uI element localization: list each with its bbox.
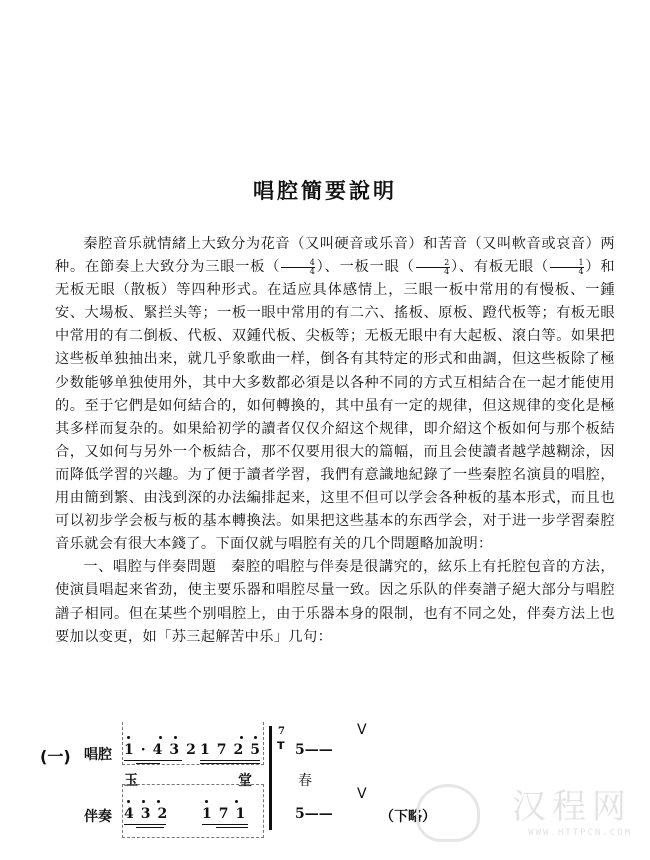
fraction-denominator: 4: [281, 267, 315, 276]
lyric-jade: 玉: [124, 773, 138, 789]
lyric-hall: 堂: [238, 773, 252, 789]
breath-mark: V: [357, 786, 367, 802]
accomp-notes-group-1: 432: [124, 806, 175, 822]
fraction-numerator: 1: [578, 257, 584, 267]
octave-dot: [205, 800, 208, 803]
vocal-held-note: 5——: [295, 742, 333, 758]
time-signature-4-4: [281, 259, 315, 276]
beam-line: [124, 760, 182, 761]
paragraph-segment: 秦腔音乐就情緒上大致分为花音（又叫硬音或乐音）和苦音（又叫軟音或哀音）两种。在節奏上大致分为三眼一板（: [55, 236, 615, 276]
octave-dot: [159, 736, 162, 739]
paragraph-intro: [55, 233, 615, 556]
octave-dot: [157, 800, 160, 803]
accomp-held-note: 5——: [295, 806, 333, 822]
grace-mark: ᴛ: [277, 738, 285, 753]
time-signature-2-4: [416, 259, 450, 276]
octave-dot: [254, 736, 257, 739]
vocal-label: 唱腔: [84, 747, 112, 763]
watermark: [512, 779, 632, 838]
beam-line: [200, 763, 260, 764]
octave-dot: [127, 800, 130, 803]
fraction-numerator: 2: [444, 257, 450, 267]
breath-mark: V: [357, 722, 367, 738]
page-title: 唱腔簡要說明: [253, 178, 397, 203]
vocal-notes-group-2: 1725: [200, 742, 267, 758]
omitted-note: （下略）: [380, 809, 436, 825]
fraction-denominator: 4: [550, 267, 584, 276]
example-number: (一): [40, 747, 71, 766]
beam-line: [136, 763, 160, 764]
beam-line: [202, 824, 248, 825]
lyric-spring: 春: [298, 773, 312, 789]
paragraph-accompaniment: 一、唱腔与伴奏問題 秦腔的唱腔与伴奏是很講究的，絃乐上有托腔包音的方法，使演員唱起来省劲，使主要乐器和唱腔尽量一致。因之乐队的伴奏譜子絕大部分与唱腔譜子相同。但在某些个别唱腔上，由于乐器本身的限制，也有不同之处，伴奏方法上也要加以变更，如「苏三起解苦中乐」几句：: [55, 559, 615, 645]
beam-line: [124, 824, 166, 825]
accompaniment-label: 伴奏: [84, 809, 112, 825]
vocal-notes-group-1: 1·432: [124, 742, 203, 758]
bar-line: [269, 726, 272, 830]
body-text: [55, 233, 615, 649]
beam-line: [136, 827, 164, 828]
time-signature-1-4: [550, 259, 584, 276]
watermark-name: 汉程网: [512, 787, 632, 827]
paragraph-segment: ）、一板一眼（: [316, 259, 415, 276]
watermark-logo-icon: [416, 784, 480, 842]
beam-line: [200, 760, 260, 761]
octave-dot: [142, 800, 145, 803]
accomp-notes-group-2: 171: [202, 806, 253, 822]
octave-dot: [240, 736, 243, 739]
octave-dot: [174, 736, 177, 739]
beam-line: [216, 827, 248, 828]
paragraph-segment: ）和无板无眼（散板）等四种形式。在适应具体感情上，三眼一板中常用的有慢板、一鍾安、大場板、緊拦头等；一板一眼中常用的有二六、搖板、原板、蹬代板等；有板无眼中常用的有二倒板、代板、双鍾代板、尖板等；无板无眼中有大起板、滾白等。如果把这些板单独抽出来，就几乎象歌曲一样，倒各有其特定的形式和曲調，但这些板除了極少数能够单独使用外，其中大多数都必須是以各种不同的方式互相結合在一起才能使用的。至于它們是如何結合的，如何轉換的，其中虽有一定的规律，但这规律的变化是極其多样而复杂的。如果給初学的讀者仅仅介紹这个规律，即介紹这个板如何与那个板結合，又如何与另外一个板結合，那不仅要用很大的篇幅，而且会使讀者越学越糊涂，因而降低学習的兴趣。为了便于讀者学習，我們有意識地紀錄了一些秦腔名演員的唱腔，用由簡到繁、由浅到深的办法編排起来，这里不但可以学会各种板的基本形式，而且也可以初步学会板与板的基本轉換法。如果把这些基本的东西学会，对于进一步学習秦腔音乐就会有很大本錢了。下面仅就与唱腔有关的几个問題略加說明：: [55, 259, 615, 553]
fraction-numerator: 4: [309, 257, 316, 267]
paragraph-segment: ）、有板无眼（: [450, 259, 550, 276]
grace-note: 7: [278, 726, 285, 737]
octave-dot: [127, 736, 130, 739]
fraction-denominator: 4: [416, 267, 450, 276]
octave-dot: [235, 800, 238, 803]
watermark-url: WWW.HTTPCN.COM: [528, 828, 632, 838]
